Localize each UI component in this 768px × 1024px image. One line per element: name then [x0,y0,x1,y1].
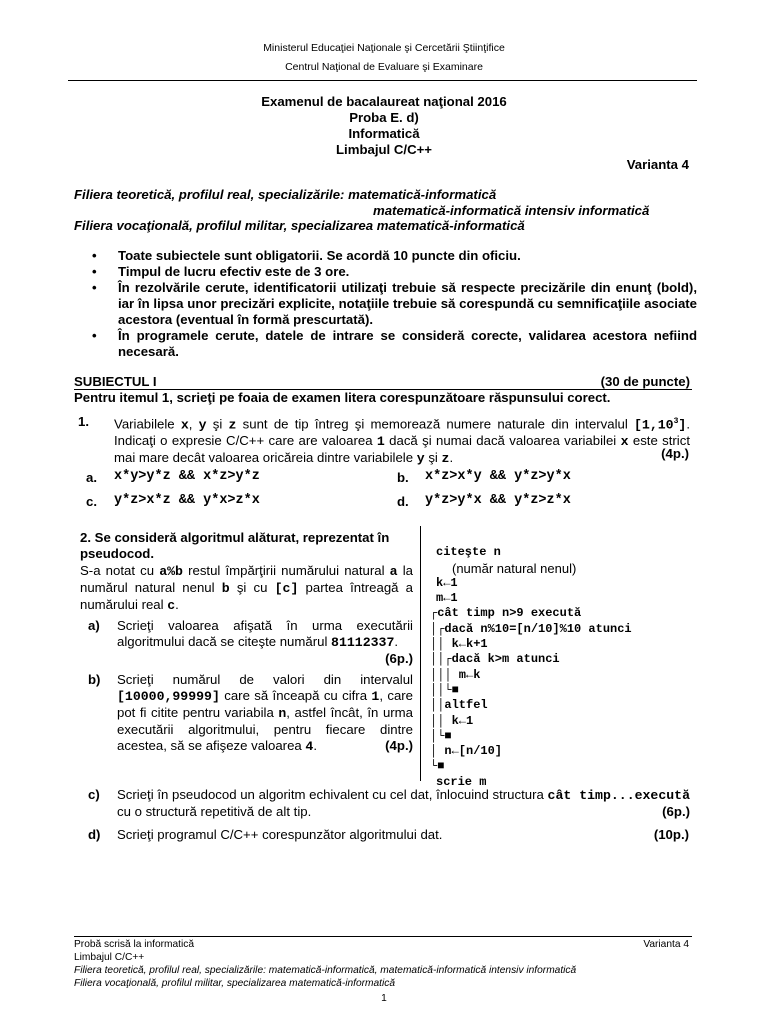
footer-divider [74,936,692,937]
item2a-text: Scrieţi valoarea afişată în urma executării algoritmului dacă se citeşte numărul 81112337. (6p.) [117,618,413,666]
filiera-line-2: matematică-informatică intensiv informatică [373,203,650,218]
answer-d-label: d. [397,494,409,509]
footer-variant: Varianta 4 [643,939,689,950]
pseudo-line: citeşte n [436,545,501,560]
answer-a-label: a. [86,470,97,485]
rule-item: • În rezolvările cerute, identificatorii utilizaţi trebuie să respecte precizările din enunţ (bold), iar în lipsa unor precizări explicite, notaţiile trebuie să corespundă cu semnificaţiile asociate acestora (eventual în formă prescurtată). [118,280,697,328]
filiera-line-1: Filiera teoretică, profilul real, specializările: matematică-informatică [74,187,497,202]
rule-item: • Timpul de lucru efectiv este de 3 ore. [118,264,697,280]
answer-c-label: c. [86,494,97,509]
header-divider [68,80,697,81]
item2a-label: a) [88,618,100,633]
footer-line-2: Limbajul C/C++ [74,952,145,963]
pseudo-line: m←1 [436,591,458,606]
item2d-label: d) [88,827,101,842]
item2d-text: Scrieţi programul C/C++ corespunzător algoritmului dat. [117,827,443,842]
item2c-text: Scrieţi în pseudocod un algoritm echivalent cu cel dat, înlocuind structura cât timp...execută cu o structură repetitivă de alt tip. (6p.) [117,787,691,819]
pseudo-line: k←1 [436,575,458,590]
item2d-points: (10p.) [653,827,689,842]
footer-line-1: Probă scrisă la informatică [74,939,195,950]
pseudo-line: │┌dacă n%10=[n/10]%10 atunci [430,621,632,636]
item2c-label: c) [88,787,100,802]
rule-item: • În programele cerute, datele de intrare se consideră corecte, validarea acestora nefiind necesară. [118,328,697,360]
column-divider [420,526,421,781]
exam-subject: Informatică [348,126,420,141]
item1-points: (4p.) [661,446,689,461]
exam-title: Examenul de bacalaureat naţional 2016 [261,94,507,109]
pseudo-line: └■ [430,759,445,774]
answer-c-expr: y*z>x*z && y*x>z*x [114,493,260,508]
pseudo-comment: (număr natural nenul) [452,560,577,576]
item2-heading: 2. Se consideră algoritmul alăturat, reprezentat în pseudocod. [80,530,390,561]
answer-d-expr: y*z>y*x && y*z>z*x [425,493,571,508]
filiera-line-3: Filiera vocaţională, profilul militar, specializarea matematică-informatică [74,218,525,233]
subject-title: SUBIECTUL I [74,374,157,389]
ministry-header: Ministerul Educaţiei Naţionale şi Cercetării Ştiinţifice [263,42,505,54]
subject-instruction: Pentru itemul 1, scrieţi pe foaia de examen litera corespunzătoare răspunsului corect. [74,390,611,405]
item2-note: S-a notat cu a%b restul împărţirii numărului natural a la numărul natural nenul b şi cu [c] partea întreagă a numărului real c. [80,563,414,613]
rules-list [92,248,697,360]
answer-b-label: b. [397,470,409,485]
footer-line-3: Filiera teoretică, profilul real, specializările: matematică-informatică, matematică-informatică intensiv informatică [74,965,577,976]
item1-text: Variabilele x, y şi z sunt de tip întreg şi memorează numere naturale din intervalul [1,10$^3$]. Indicaţi o expresie C/C++ care are valoarea 1 dacă şi numai dacă valoarea variabilei x este strict mai mare decât valoarea oricăreia dintre variabilele y şi z. [114,416,690,467]
item1-number: 1. [78,414,89,429]
rule-item: • Toate subiectele sunt obligatorii. Se acordă 10 puncte din oficiu. [118,248,697,264]
pseudo-line: scrie m [436,774,487,789]
pseudo-line: ││ k←k+1 [430,637,488,652]
pseudo-line: │ n←[n/10] [430,744,503,759]
subject-points: (30 de puncte) [600,374,690,389]
pseudo-line: ││┌dacă k>m atunci [430,652,560,667]
pseudo-line: │││ m←k [430,667,481,682]
variant-label: Varianta 4 [626,157,689,172]
pseudo-line: ││ k←1 [430,713,474,728]
item2b-text: Scrieţi numărul de valori din intervalul [10000,99999] care să înceapă cu cifra 1, care pot fi citite pentru variabila n, astfel încât, în urma executării algoritmului, pentru fiecare dintre acestea, să se afişeze valoarea 4. (4p.) [117,672,414,754]
footer-line-4: Filiera vocaţională, profilul militar, specializarea matematică-informatică [74,978,396,989]
exam-proba: Proba E. d) [349,110,419,125]
exam-language: Limbajul C/C++ [336,142,432,157]
pseudo-line: ││└■ [430,682,459,697]
pseudo-line: ┌cât timp n>9 execută [430,606,582,621]
answer-b-expr: x*z>x*y && y*z>y*x [425,469,571,484]
pseudo-line: │└■ [430,728,452,743]
page-number: 1 [381,993,387,1004]
item2b-label: b) [88,672,101,687]
answer-a-expr: x*y>y*z && x*z>y*z [114,469,260,484]
pseudo-line: ││altfel [430,698,488,713]
pseudocode-block [430,530,632,805]
center-header: Centrul Naţional de Evaluare şi Examinare [285,61,483,73]
